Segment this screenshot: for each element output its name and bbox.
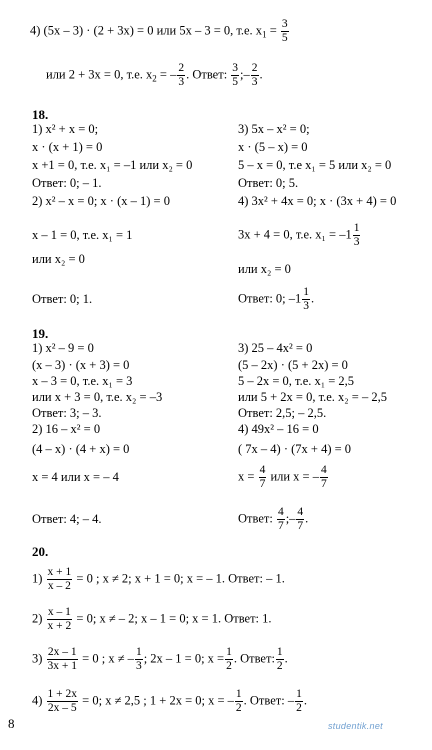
fraction: [295, 688, 303, 715]
watermark: studentik.net: [328, 721, 383, 731]
numerator: 1 + 2x: [47, 688, 78, 700]
p20-e3: [32, 646, 288, 673]
text: .: [311, 291, 315, 306]
fraction: [259, 464, 267, 491]
p18-r3: 5 – x = 0, т.е x₁ = 5 или x₂ = 0: [238, 158, 392, 172]
text: .: [305, 511, 309, 526]
item-number: 2): [32, 611, 43, 626]
fraction: [47, 688, 79, 715]
text: ;–: [285, 511, 296, 526]
fraction: [296, 506, 304, 533]
text: = 0; x ≠ 2,5 ; 1 + 2x = 0; x = –: [82, 693, 234, 708]
denominator: 2: [296, 702, 302, 714]
p19-l3: x – 3 = 0, т.е. x₁ = 3: [32, 374, 133, 388]
denominator: 2x – 5: [47, 702, 77, 714]
denominator: 2: [235, 702, 242, 714]
denominator: 2: [226, 660, 232, 672]
p19-r8: [238, 464, 329, 491]
text: ;–: [240, 67, 250, 82]
p19-r6: 4) 49x² – 16 = 0: [238, 422, 319, 436]
denominator: 7: [277, 520, 284, 532]
p19-r5: Ответ: 2,5; – 2,5.: [238, 406, 327, 420]
numerator: 1: [235, 688, 242, 700]
p19-r7: ( 7x – 4) · (7x + 4) = 0: [238, 442, 352, 456]
fraction: [276, 646, 284, 673]
p19-r3: 5 – 2x = 0, т.е. x₁ = 2,5: [238, 374, 355, 388]
numerator: 4: [259, 464, 266, 476]
numerator: 3: [281, 18, 288, 30]
p18-r6: [238, 222, 361, 249]
text: или x = –: [267, 469, 319, 484]
text: x =: [238, 469, 258, 484]
p19-l2: (x – 3) · (x + 3) = 0: [32, 358, 130, 372]
fraction: [47, 566, 73, 593]
p20-e2: [32, 606, 272, 633]
p19-r1: 3) 25 – 4x² = 0: [238, 341, 313, 355]
fraction: [281, 18, 289, 45]
p19-r9: [238, 506, 308, 533]
fraction: [302, 286, 310, 313]
denominator: 7: [320, 478, 327, 490]
numerator: 1: [135, 646, 142, 658]
p18-l6: x – 1 = 0, т.е. x₁ = 1: [32, 228, 133, 242]
p19-l9: Ответ: 4; – 4.: [32, 512, 102, 526]
text: 3x + 4 = 0, т.е. x₁ = –1: [238, 227, 352, 242]
p18-l4: Ответ: 0; – 1.: [32, 176, 102, 190]
subscript: 2: [152, 73, 157, 84]
p18-l7: или x₂ = 0: [32, 252, 85, 266]
p19-l7: (4 – x) · (4 + x) = 0: [32, 442, 130, 456]
item-number: 1): [32, 571, 43, 586]
p18-r1: 3) 5x – x² = 0;: [238, 122, 310, 136]
fraction: [231, 62, 239, 89]
text: . Ответ:: [186, 67, 231, 82]
p19-r2: (5 – 2x) · (5 + 2x) = 0: [238, 358, 348, 372]
p18-r2: x · (5 – x) = 0: [238, 140, 308, 154]
numerator: 1: [276, 646, 283, 658]
numerator: 1: [303, 286, 310, 298]
p19-l5: Ответ: 3; – 3.: [32, 406, 102, 420]
p17-4-line1: [30, 18, 290, 45]
denominator: 2: [276, 660, 283, 672]
fraction: [135, 646, 143, 673]
p18-l3: x +1 = 0, т.е. x₁ = –1 или x₂ = 0: [32, 158, 193, 172]
p19-r4: или 5 + 2x = 0, т.е. x₂ = – 2,5: [238, 390, 387, 404]
p19-l6: 2) 16 – x² = 0: [32, 422, 101, 436]
item-number: 3): [32, 651, 43, 666]
text: или 2 + 3x = 0, т.е. x: [46, 67, 153, 82]
text: = 0; x ≠ – 2; x – 1 = 0; x = 1. Ответ: 1.: [76, 611, 272, 626]
problem-20-heading: 20.: [32, 544, 49, 559]
text: ; 2x – 1 = 0; x =: [143, 651, 225, 666]
numerator: 2: [251, 62, 258, 74]
problem-19-heading: 19.: [32, 326, 49, 341]
subscript: 1: [262, 29, 267, 40]
p19-l8: x = 4 или x = – 4: [32, 470, 119, 484]
fraction: [225, 646, 233, 673]
numerator: x + 1: [47, 566, 72, 578]
p19-l1: 1) x² – 9 = 0: [32, 341, 94, 355]
p18-l5: 2) x² – x = 0; x · (x – 1) = 0: [32, 194, 170, 208]
denominator: 3: [353, 236, 360, 248]
text: =: [266, 23, 280, 38]
numerator: 1: [296, 688, 302, 700]
fraction: [353, 222, 361, 249]
denominator: x – 2: [47, 580, 71, 592]
text: . Ответ:: [233, 651, 275, 666]
numerator: x – 1: [47, 606, 71, 618]
numerator: 2: [178, 62, 185, 74]
text: . Ответ: –: [243, 693, 295, 708]
numerator: 2x – 1: [47, 646, 77, 658]
fraction: [320, 464, 328, 491]
denominator: 5: [281, 32, 288, 44]
p18-r7: или x₂ = 0: [238, 262, 291, 276]
numerator: 1: [353, 222, 360, 234]
numerator: 4: [297, 506, 304, 518]
text: = 0 ; x ≠ 2; x + 1 = 0; x = – 1. Ответ: – 1.: [76, 571, 285, 586]
p18-r4: Ответ: 0; 5.: [238, 176, 299, 190]
p18-r8: [238, 286, 314, 313]
numerator: 4: [277, 506, 284, 518]
fraction: [251, 62, 259, 89]
fraction: [277, 506, 285, 533]
fraction: [47, 646, 79, 673]
fraction: [47, 606, 73, 633]
denominator: 5: [232, 76, 239, 88]
text: Ответ:: [238, 511, 276, 526]
text: .: [284, 651, 288, 666]
denominator: x + 2: [47, 620, 72, 632]
text: Ответ: 0; –1: [238, 291, 302, 306]
fraction: [177, 62, 185, 89]
numerator: 1: [226, 646, 232, 658]
p18-r5: 4) 3x² + 4x = 0; x · (3x + 4) = 0: [238, 194, 397, 208]
p19-l4: или x + 3 = 0, т.е. x₂ = –3: [32, 390, 163, 404]
denominator: 7: [297, 520, 304, 532]
denominator: 3: [251, 76, 258, 88]
denominator: 3: [135, 660, 142, 672]
text: = 0 ; x ≠ –: [82, 651, 134, 666]
p20-e4: [32, 688, 307, 715]
p18-l2: x · (x + 1) = 0: [32, 140, 103, 154]
p18-l8: Ответ: 0; 1.: [32, 292, 93, 306]
text: .: [259, 67, 263, 82]
text: = –: [156, 67, 177, 82]
item-number: 4): [32, 693, 43, 708]
denominator: 3: [178, 76, 185, 88]
p18-l1: 1) x² + x = 0;: [32, 122, 99, 136]
fraction: [235, 688, 243, 715]
p20-e1: [32, 566, 285, 593]
numerator: 3: [232, 62, 239, 74]
text: .: [303, 693, 307, 708]
denominator: 7: [259, 478, 266, 490]
page-number: 8: [8, 716, 15, 731]
denominator: 3x + 1: [47, 660, 78, 672]
p17-4-line2: [46, 62, 263, 89]
denominator: 3: [303, 300, 310, 312]
text: 4) (5x – 3) · (2 + 3x) = 0 или 5x – 3 = 0, т.е. x: [30, 23, 263, 38]
numerator: 4: [320, 464, 327, 476]
problem-18-heading: 18.: [32, 107, 49, 122]
